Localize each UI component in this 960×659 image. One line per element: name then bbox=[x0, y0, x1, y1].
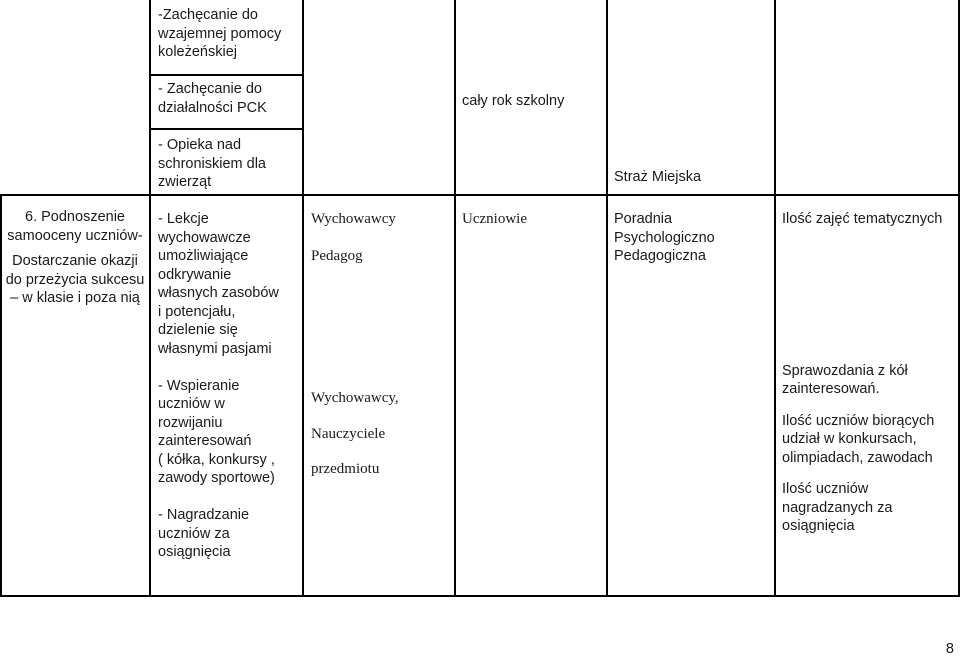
table-border bbox=[149, 74, 304, 76]
table-border bbox=[149, 0, 151, 597]
partner-cell-city-guard: Straż Miejska bbox=[614, 169, 702, 185]
deadline-cell: cały rok szkolny bbox=[462, 93, 565, 109]
table-border bbox=[0, 194, 960, 196]
page-number: 8 bbox=[945, 641, 954, 657]
activity-cell-shelter: - Opieka nad schroniskiem dla zwierząt bbox=[158, 137, 266, 190]
activity-cell-pck: - Zachęcanie do działalności PCK bbox=[158, 81, 267, 116]
responsible-cell: Wychowawcy Pedagog Wychowawcy, Nauczyciele przedmiotu bbox=[311, 211, 399, 477]
table-border bbox=[606, 0, 608, 597]
activities-cell: - Lekcje wychowawcze umożliwiające odkrywanie własnych zasobów i potencjału, dzielenie się własnymi pasjami - Wspieranie uczniów w rozwijaniu zainteresowań ( kółka, konkursy , zawody sportowe) - Nagradzanie uczniów za osiągnięcia bbox=[158, 211, 279, 560]
table-border bbox=[774, 0, 776, 597]
table-border bbox=[302, 0, 304, 597]
table-border bbox=[149, 128, 304, 130]
activity-cell-helping: -Zachęcanie do wzajemnej pomocy koleżeńskiej bbox=[158, 7, 282, 60]
partners-cell: Poradnia Psychologiczno Pedagogiczna bbox=[614, 211, 715, 264]
table-border bbox=[454, 0, 456, 597]
goal-cell: 6. Podnoszenie samooceny uczniów- Dostarczanie okazji do przeżycia sukcesu – w klasie i poza nią bbox=[5, 209, 145, 306]
participants-cell: Uczniowie bbox=[462, 211, 527, 227]
evaluation-cell: Ilość zajęć tematycznych Sprawozdania z kół zainteresowań. Ilość uczniów biorących udział w konkursach, olimpiadach, zawodach Ilość uczniów nagradzanych za osiągnięcia bbox=[782, 211, 943, 534]
table-border bbox=[0, 595, 960, 597]
